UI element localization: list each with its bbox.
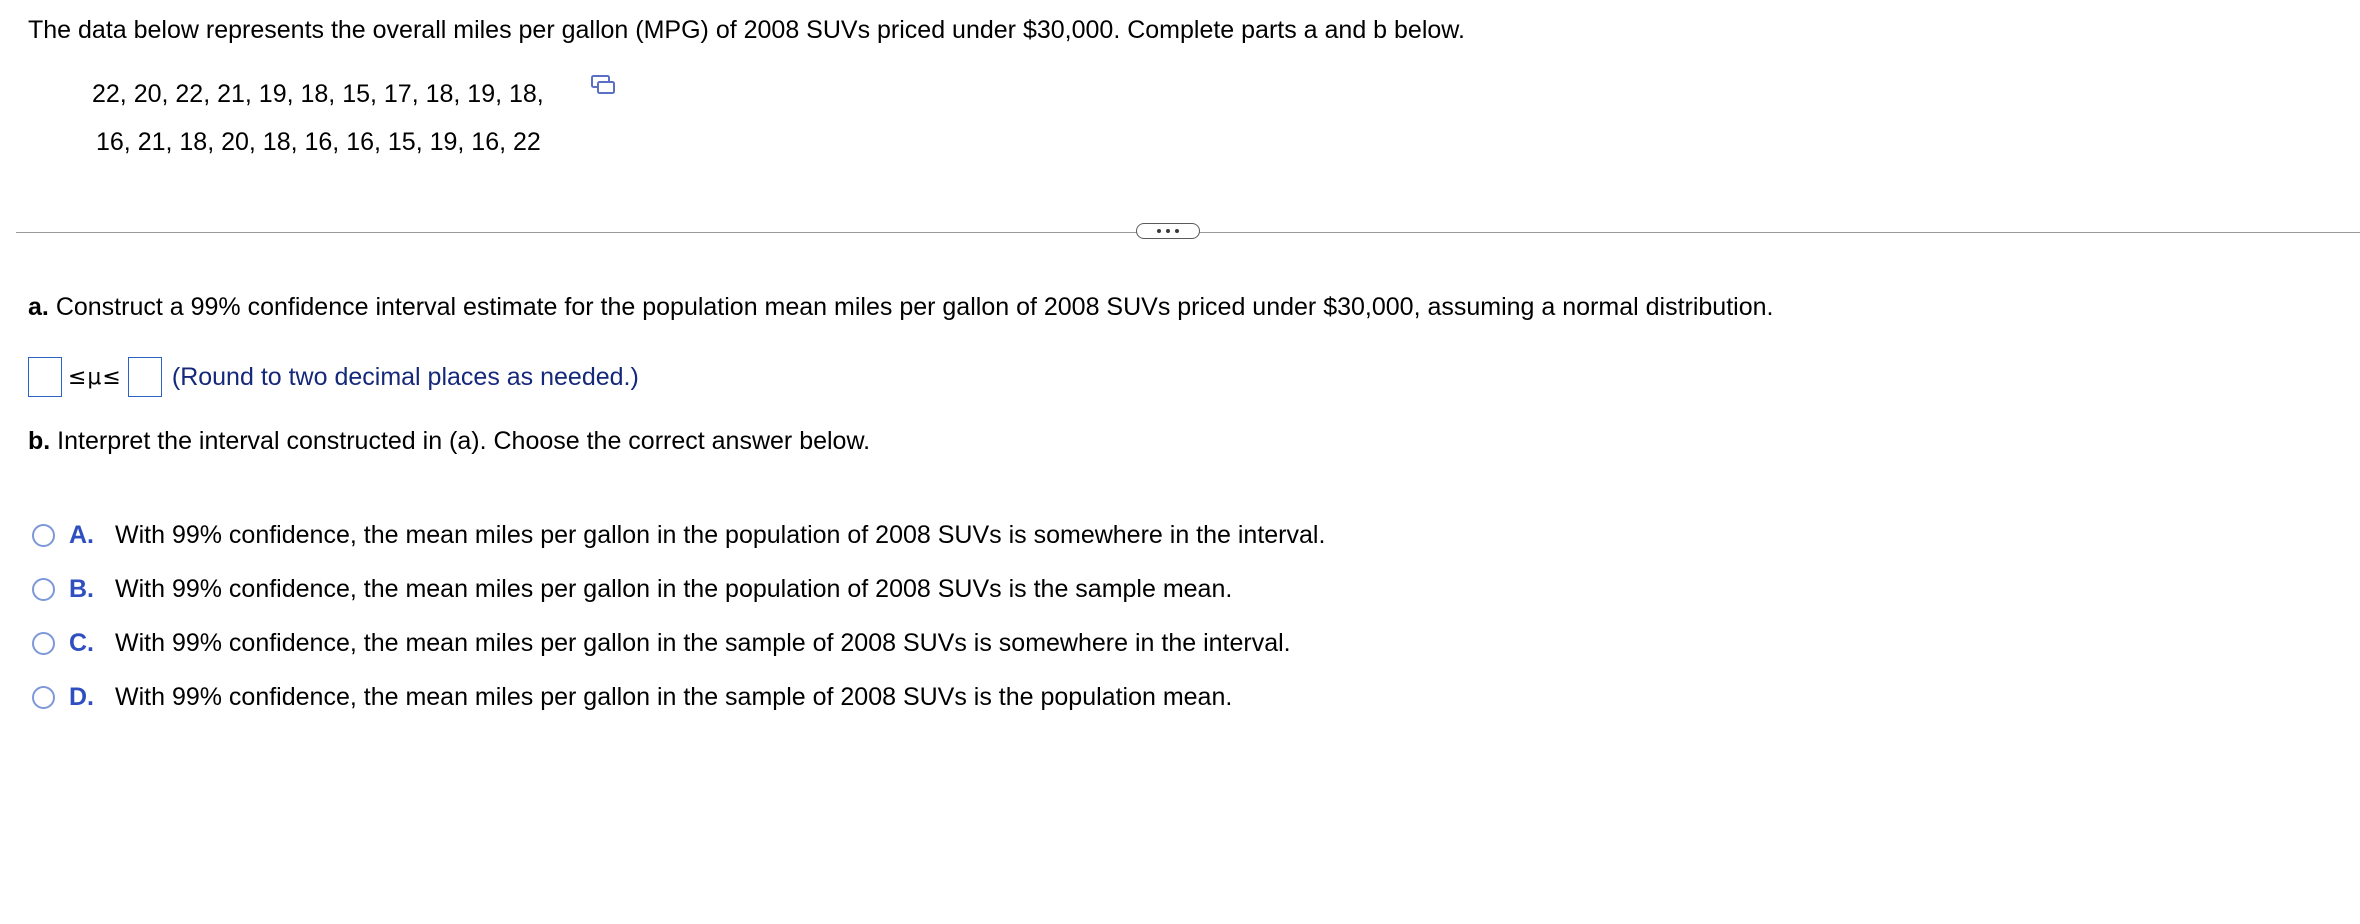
- option-d[interactable]: [32, 670, 1325, 724]
- part-a-text: Construct a 99% confidence interval estimate for the population mean miles per gallon of 2008 SUVs priced under $30,000, assuming a normal distribution.: [55, 293, 1774, 321]
- option-c-letter: C.: [69, 628, 94, 657]
- option-b[interactable]: [32, 562, 1325, 616]
- radio-option-a[interactable]: [32, 524, 55, 547]
- answer-options: [32, 508, 1325, 724]
- question-intro: The data below represents the overall miles per gallon (MPG) of 2008 SUVs priced under $30,000. Complete parts a and b below.: [28, 16, 1465, 44]
- option-a[interactable]: [32, 508, 1325, 562]
- option-c-text: With 99% confidence, the mean miles per gallon in the sample of 2008 SUVs is somewhere in the interval.: [115, 628, 1291, 657]
- part-b-label: b.: [28, 427, 51, 455]
- radio-option-c[interactable]: [32, 632, 55, 655]
- part-b-text: Interpret the interval constructed in (a). Choose the correct answer below.: [57, 427, 871, 455]
- option-c[interactable]: [32, 616, 1325, 670]
- option-b-text: With 99% confidence, the mean miles per gallon in the population of 2008 SUVs is the sample mean.: [115, 574, 1233, 603]
- radio-option-d[interactable]: [32, 686, 55, 709]
- option-a-text: With 99% confidence, the mean miles per gallon in the population of 2008 SUVs is somewhere in the interval.: [115, 520, 1326, 549]
- more-dot: [1166, 229, 1170, 233]
- option-a-letter: A.: [69, 520, 94, 549]
- more-dot: [1157, 229, 1161, 233]
- copy-data-icon[interactable]: [590, 74, 616, 98]
- part-b-question: [28, 425, 870, 457]
- radio-option-b[interactable]: [32, 578, 55, 601]
- rounding-note: (Round to two decimal places as needed.): [171, 362, 639, 391]
- more-options-button[interactable]: [1136, 223, 1200, 239]
- lower-bound-input[interactable]: [28, 357, 62, 397]
- more-dot: [1175, 229, 1179, 233]
- option-d-text: With 99% confidence, the mean miles per gallon in the sample of 2008 SUVs is the population mean.: [115, 682, 1233, 711]
- option-d-letter: D.: [69, 682, 94, 711]
- part-a-label: a.: [28, 293, 49, 321]
- option-b-letter: B.: [69, 574, 94, 603]
- inequality-symbols: ≤μ≤: [68, 364, 122, 390]
- data-line-2: 16, 21, 18, 20, 18, 16, 16, 15, 19, 16, 22: [96, 128, 541, 156]
- interval-answer-row: [28, 356, 639, 398]
- part-a-question: [28, 291, 1773, 323]
- data-values: [92, 78, 544, 174]
- upper-bound-input[interactable]: [128, 357, 162, 397]
- data-line-1: 22, 20, 22, 21, 19, 18, 15, 17, 18, 19, 18,: [92, 80, 544, 108]
